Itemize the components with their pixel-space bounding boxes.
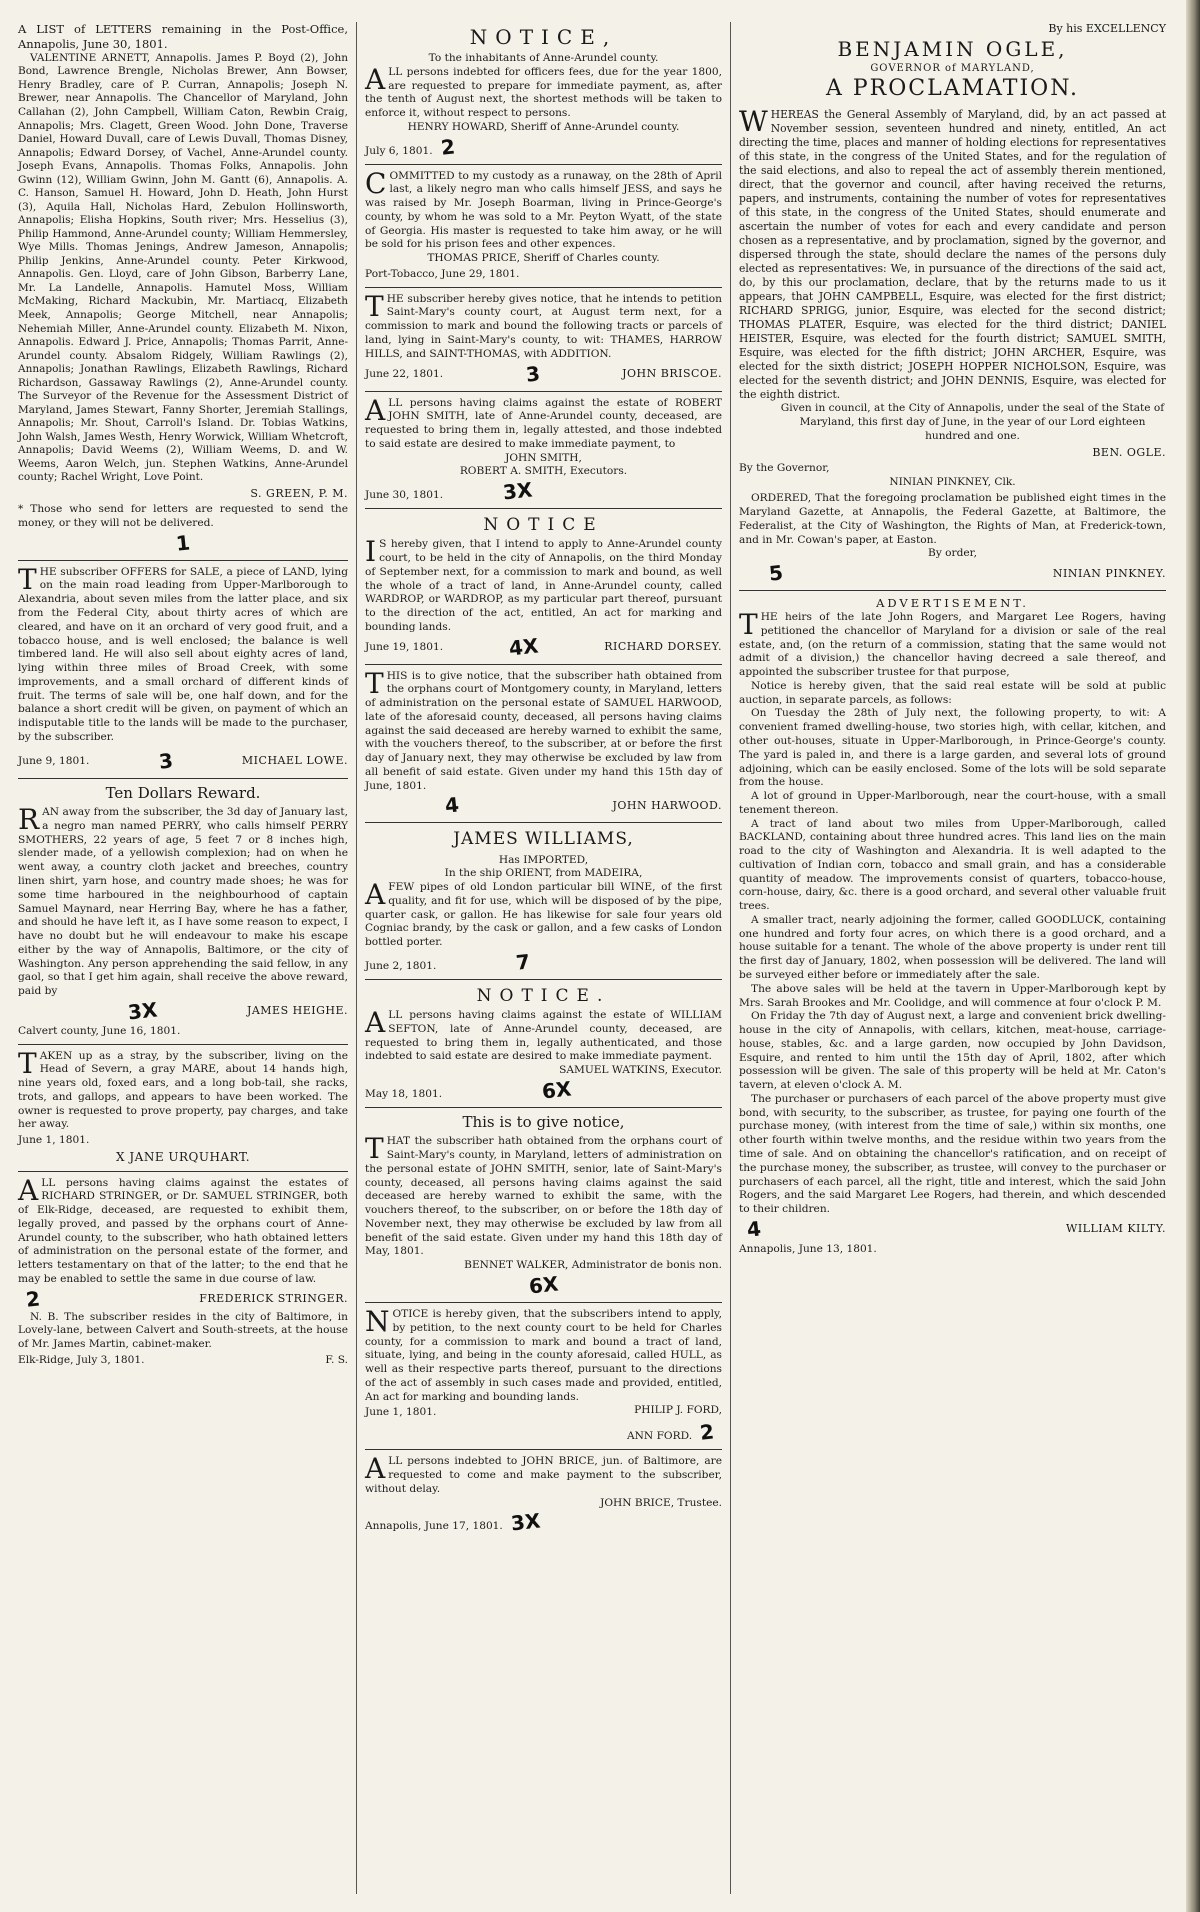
divider: [365, 1107, 722, 1108]
runaway-signature: THOMAS PRICE, Sheriff of Charles county.: [427, 252, 660, 265]
handwritten-mark: 4X: [507, 633, 540, 661]
notice-3-title: NOTICE.: [476, 985, 611, 1006]
handwritten-mark: 4: [443, 792, 461, 819]
ordered-signature: NINIAN PINKNEY.: [1052, 566, 1166, 580]
smith-date: June 30, 1801.: [365, 489, 444, 502]
brice-ad: ALL persons indebted to JOHN BRICE, jun. of Baltimore, are requested to come and make payment to the subscriber, without delay.: [365, 1452, 722, 1495]
proclamation-title: A PROCLAMATION.: [825, 76, 1080, 102]
divider: [18, 560, 348, 561]
notice-signature: HENRY HOWARD, Sheriff of Anne-Arundel county.: [407, 120, 680, 133]
handwritten-mark: 3: [157, 747, 174, 774]
ordered-by: By order,: [928, 547, 977, 560]
stray-date: June 1, 1801.: [18, 1134, 90, 1147]
land-sale-date: June 9, 1801.: [18, 754, 90, 767]
proclamation-by: By the Governor,: [739, 461, 830, 474]
advert-para-7: The above sales will be held at the tavern in Upper-Marlborough kept by Mrs. Sarah Brookes and Mr. Coolidge, and will commence at four o'clock P. M.: [739, 982, 1166, 1009]
divider: [365, 287, 722, 288]
divider: [365, 1302, 722, 1303]
proclamation-signature: BEN. OGLE.: [1092, 445, 1166, 459]
smith-estate-ad: ALL persons having claims against the estate of ROBERT JOHN SMITH, late of Anne-Arundel county, deceased, are requested to bring them in, legally attested, and those indebted to said estate are desired to make immediate payment, to: [365, 393, 722, 450]
stringer-date: Elk-Ridge, July 3, 1801.: [18, 1354, 145, 1367]
dorsey-ad: IS hereby given, that I intend to apply to Anne-Arundel county court, to be held in the city of Annapolis, on the third Monday of September next, for a commission to mark and bound, as well the whole of a tract of land, in Anne-Arundel county, called WARDROP, or WARDROP, as my particular part thereof, pursuant to the direction of the act, entitled, An act for marking and bounding lands.: [365, 535, 722, 633]
proclamation-given: Given in council, at the City of Annapolis, under the seal of the State of Maryland, this first day of June, in the year of our Lord eighteen hundred and one.: [780, 402, 1165, 442]
advert-para-3: On Tuesday the 28th of July next, the following property, to wit: A convenient framed dwelling-house, two stories high, with cellar, kitchen, and other out-houses, situate in Upper-Marlborough, in Prince-George's county. The yard is paled in, and there is a large garden, and several lots of ground adjoining, which can be easily enclosed. Some of the lots will be sold separate from the house.: [739, 707, 1166, 789]
land-sale-signature: MICHAEL LOWE.: [241, 754, 348, 768]
governor-name: BENJAMIN OGLE,: [837, 37, 1068, 62]
reward-signature: JAMES HEIGHE.: [246, 1004, 348, 1018]
divider: [365, 664, 722, 665]
handwritten-mark: 4: [745, 1216, 763, 1242]
notice-fees: ALL persons indebted for officers fees, due for the year 1800, are requested to prepare for immediate payment, as, after the tenth of August next, the shortest methods will be taken to enforce it, without respect to persons.: [365, 62, 722, 120]
handwritten-mark: 2: [24, 1286, 42, 1312]
divider: [365, 164, 722, 165]
sefton-ad: ALL persons having claims against the estate of WILLIAM SEFTON, late of Anne-Arundel county, deceased, are requested to bring them in, legally authenticated, and those indebted to said estate are desired to make immediate payment.: [365, 1006, 722, 1063]
smith-signature-1: JOHN SMITH,: [505, 451, 582, 464]
proclamation-body: WHEREAS the General Assembly of Maryland, did, by an act passed at November session, seventeen hundred and ninety, entitled, An act directing the time, places and manner of holding elections for representatives of this state, in the congress of the United States, and for the regulation of the said elections, and also to repeal the act of assembly therein mentioned, direct, that the governor and council, after having received the returns, papers, and instruments, containing the number of votes for representatives of this state, in the congress of the United States, should enumerate and ascertain the number of votes for each and every candidate and person chosen as a representative, and by proclamation, signed by the governor, and dispersed through the state, should declare the names of the persons duly elected as representatives: We, in pursuance of the directions of the said act, do, by this our proclamation, declare, that by the returns made to us it appears, that JOHN CAMPBELL, Esquire, was elected for the first district; RICHARD SPRIGG, junior, Esquire, was elected for the second district; THOMAS PLATER, Esquire, was elected for the third district; DANIEL HEISTER, Esquire, was elected for the fourth district; SAMUEL SMITH, Esquire, was elected for the fifth district; JOHN ARCHER, Esquire, was elected for the sixth district; JOSEPH HOPPER NICHOLSON, Esquire, was elected for the seventh district; and JOHN DENNIS, Esquire, was elected for the eighth district.: [739, 104, 1166, 402]
harwood-signature: JOHN HARWOOD.: [612, 798, 722, 812]
divider: [365, 979, 722, 980]
divider: [18, 1044, 348, 1045]
divider: [365, 1449, 722, 1450]
runaway-date: Port-Tobacco, June 29, 1801.: [365, 267, 520, 280]
letters-list: VALENTINE ARNETT, Annapolis. James P. Boyd (2), John Bond, Lawrence Brengle, Nicholas Brewer, Ann Bowser, Henry Bradley, care of P. Curran, Annapolis; Joseph N. Brewer, near Annapolis. The Chancellor of Maryland, John Callahan (2), John Campbell, William Caton, Rewbin Craig, Annapolis; Mrs. Clagett, Green Wood. John Done, Traverse Daniel, Howard Duvall, care of Lewis Duvall, Thomas Disney, Annapolis; Edward Dorsey, of Vachel, Anne-Arundel county. Joseph Evans, Annapolis. Thomas Folks, Annapolis. John Gwinn (12), William Gwinn, John M. Gantt (6), Annapolis. A. C. Hanson, Samuel H. Howard, John D. Heath, John Hurst (3), Aquila Hall, Nicholas Hard, Zebulon Hollinsworth, Annapolis; Elisha Hopkins, South river; Mrs. Hesselius (3), Philip Hammond, Anne-Arundel county; William Hemmersley, Wye Mills. Thomas Jenings, Andrew Jameson, Annapolis; Philip Jenkins, Anne-Arundel county. Peter Kirkwood, Annapolis. Gen. Lloyd, care of John Gibson, Barberry Lane, Mr. La Landelle, Annapolis. Hamutel Moss, William McMaking, Richard Mackubin, Mr. Martiacq, Elizabeth Meek, Annapolis; George Mitchell, near Annapolis; Nehemiah Miller, Anne-Arundel county. Elizabeth M. Nixon, Annapolis. Edward J. Price, Annapolis; Thomas Parrit, Anne-Arundel county. Absalom Ridgely, William Rawlings (2), Annapolis; Jonathan Rawlings, Elizabeth Rawlings, Richard Richardson, Gassaway Rawlings (2), Anne-Arundel county. The Surveyor of the Revenue for the Assessment District of Maryland, James Stewart, Fanny Shorter, Jeremiah Stallings, Annapolis; Mr. Shout, Carroll's Island. Dr. Tobias Watkins, John Walsh, James Westh, Henry Worwick, William Whetcroft, Annapolis; David Weems (2), William Weems, D. and W. Weems, Aaron Welch, jun. Stephen Watkins, Anne-Arundel county; Rachel Wright, Love Point.: [18, 51, 348, 484]
notice-subtitle: To the inhabitants of Anne-Arundel county.: [428, 52, 659, 64]
land-sale-ad: THE subscriber OFFERS for SALE, a piece of LAND, lying on the main road leading from Upper-Marlborough to Alexandria, about seven miles from the latter place, and six from the Federal City, about thirty acres of which are cleared, and have on it an orchard of very good fruit, and a tobacco house, and is well enclosed; the balance is well timbered land. He will also sell about eighty acres of land, lying within three miles of Broad Creek, with some improvements, and a small orchard of different kinds of fruit. The terms of sale will be, one half down, and for the balance a short credit will be given, on payment of which an indisputable title to the lands will be made to the purchaser, by the subscriber.: [18, 562, 348, 743]
stringer-nb: N. B. The subscriber resides in the city of Baltimore, in Lovely-lane, between Calvert and South-streets, at the house of Mr. James Martin, cabinet-maker.: [18, 1310, 348, 1351]
stringer-ad: ALL persons having claims against the estates of RICHARD STRINGER, or Dr. SAMUEL STRINGER, both of Elk-Ridge, deceased, are requested to exhibit them, legally proved, and passed by the orphans court of Anne-Arundel county, to the subscriber, who hath obtained letters of administration on the personal estate of the former, and letters testamentary on that of the latter; to the end that he may be enabled to settle the same in due course of law.: [18, 1173, 348, 1285]
stringer-signature: FREDERICK STRINGER.: [199, 1292, 348, 1306]
advertisement-title: ADVERTISEMENT.: [876, 596, 1029, 611]
williams-title: JAMES WILLIAMS,: [453, 829, 634, 850]
letters-note: * Those who send for letters are requested to send the money, or they will not be delivered.: [18, 503, 348, 529]
stray-signature: X JANE URQUHART.: [115, 1150, 251, 1164]
handwritten-mark: 1: [174, 530, 192, 556]
reward-ad: RAN away from the subscriber, the 3d day of January last, a negro man named PERRY, who calls himself PERRY SMOTHERS, 22 years of age, 5 feet 7 or 8 inches high, slender made, of a yellowish complexion; had on when he went away, a country cloth jacket and breeches, country linen shirt, yarn hose, and country made shoes; he was for some time harboured in the neighbourhood of captain Samuel Maynard, near Herring Bay, where he has a father, and should he have left it, as I have some reason to expect, I have no doubt but he will endeavour to make his escape either by the way of Annapolis, Baltimore, or the city of Washington. Any person apprehending the said fellow, in any gaol, so that I get him again, shall receive the above reward, paid by: [18, 803, 348, 998]
divider: [365, 391, 722, 392]
advert-para-2: Notice is hereby given, that the said real estate will be sold at public auction, in separate parcels, as follows:: [739, 679, 1166, 706]
stringer-initials: F. S.: [325, 1354, 348, 1367]
runaway-ad: COMMITTED to my custody as a runaway, on the 28th of April last, a likely negro man who calls himself JESS, and says he was raised by Mr. Joseph Boarman, living in Prince-George's county, by whom he was sold to a Mr. Peyton Wyatt, of the state of Georgia. His master is requested to take him away, or he will be sold for his prison fees and other expences.: [365, 166, 722, 251]
notice-title: NOTICE,: [469, 25, 618, 49]
williams-ship: In the ship ORIENT, from MADEIRA,: [444, 867, 643, 880]
advert-date: Annapolis, June 13, 1801.: [739, 1242, 877, 1255]
handwritten-mark: 3X: [126, 997, 159, 1025]
williams-date: June 2, 1801.: [365, 959, 437, 972]
handwritten-mark: 3: [524, 360, 541, 387]
column-left: [10, 22, 356, 1894]
handwritten-mark: 7: [515, 949, 532, 975]
advert-para-8: On Friday the 7th day of August next, a large and convenient brick dwelling-house in the city of Annapolis, with cellars, kitchen, meat-house, carriage-house, stables, &c. and a large garden, now occupied by John Davidson, Esquire, and rented to him until the 15th day of April, 1802, after which possession will be given. The sale of this property will be held at Mr. Caton's tavern, at eleven o'clock A. M.: [739, 1010, 1166, 1092]
handwritten-mark: 2: [698, 1419, 716, 1446]
excellency-line: By his EXCELLENCY: [1048, 22, 1166, 35]
notice-2-title: NOTICE: [483, 515, 604, 536]
stray-ad: TAKEN up as a stray, by the subscriber, living on the Head of Severn, a gray MARE, about 14 hands high, nine years old, foxed ears, and a long bob-tail, she racks, trots, and gallops, and appears to have been worked. The owner is requested to prove property, pay charges, and take her away.: [18, 1046, 348, 1131]
briscoe-ad: THE subscriber hereby gives notice, that he intends to petition Saint-Mary's county court, at August term next, for a commission to mark and bound the following tracts or parcels of land, lying in Saint-Mary's county, to wit: THAMES, HARROW HILLS, and SAINT-THOMAS, with ADDITION.: [365, 289, 722, 360]
columns: [10, 22, 1174, 1894]
sefton-signature: SAMUEL WATKINS, Executor.: [559, 1064, 722, 1077]
reward-title: Ten Dollars Reward.: [105, 783, 261, 802]
column-middle: [356, 22, 730, 1894]
divider: [365, 822, 722, 823]
sefton-date: May 18, 1801.: [365, 1087, 443, 1100]
column-right: [730, 22, 1174, 1894]
briscoe-signature: JOHN BRISCOE.: [622, 367, 722, 381]
ford-date: June 1, 1801.: [365, 1406, 437, 1419]
walker-title: This is to give notice,: [462, 1112, 625, 1131]
handwritten-mark: 3X: [509, 1508, 542, 1536]
walker-ad: THAT the subscriber hath obtained from the orphans court of Saint-Mary's county, in Maryland, letters of administration on the personal estate of JOHN SMITH, senior, late of Saint-Mary's county, deceased, all persons having claims against the said deceased are hereby warned to exhibit the same, with the vouchers thereof, to the subscriber, on or before the 18th day of November next, they may otherwise be excluded by law from all benefit of the said estate. Given under my hand this 18th day of May, 1801.: [365, 1132, 722, 1258]
divider: [18, 778, 348, 779]
dorsey-signature: RICHARD DORSEY.: [604, 640, 722, 654]
handwritten-mark: 3X: [501, 477, 534, 505]
letters-title: A LIST of LETTERS remaining in the Post-Office, Annapolis, June 30, 1801.: [18, 22, 348, 51]
ordered-body: ORDERED, That the foregoing proclamation be published eight times in the Maryland Gazette, at Annapolis, the Federal Gazette, at Baltimore, the Federalist, at the City of Washington, the Rights of Man, at Frederick-town, and in Mr. Cowan's paper, at Easton.: [739, 492, 1166, 546]
advert-para-5: A tract of land about two miles from Upper-Marlborough, called BACKLAND, containing about three hundred acres. This land lies on the main road to the city of Washington and Alexandria. It is well adapted to the cultivation of Indian corn, tobacco and small grain, and has a considerable quantity of meadow. The improvements consist of quarters, tobacco-house, corn-house, dairy, &c. there is a good orchard, and several other valuable fruit trees.: [739, 817, 1166, 913]
reward-date: Calvert county, June 16, 1801.: [18, 1024, 181, 1037]
handwritten-mark: 2: [439, 133, 456, 160]
notice-date: July 6, 1801.: [365, 144, 433, 157]
ford-ad: NOTICE is hereby given, that the subscribers intend to apply, by petition, to the next county court to be held for Charles county, for a commission to mark and bound a tract of land, situate, lying, and being in the county aforesaid, called HULL, as well as their respective parts thereof, pursuant to the directions of the act of assembly in such cases made and provided, entitled, An act for marking and bounding lands.: [365, 1305, 722, 1403]
handwritten-mark: 6X: [527, 1271, 560, 1299]
divider: [18, 1171, 348, 1172]
handwritten-mark: 5: [767, 560, 785, 586]
page-edge-shadow: [1186, 0, 1200, 1912]
proclamation-clerk: NINIAN PINKNEY, Clk.: [889, 475, 1016, 488]
advert-para-1: THE heirs of the late John Rogers, and Margaret Lee Rogers, having petitioned the chancellor of Maryland for a division or sale of the real estate, and, (on the return of a commission, stating that the same would not admit of a division,) the chancellor having decreed a sale thereof, and appointed the subscriber trustee for that purpose,: [739, 608, 1166, 679]
williams-ad: AFEW pipes of old London particular bill WINE, of the first quality, and fit for use, which will be disposed of by the pipe, quarter cask, or gallon. He has likewise for sale four years old Cogniac brandy, by the cask or gallon, and a few casks of London bottled porter.: [365, 878, 722, 949]
advert-para-6: A smaller tract, nearly adjoining the former, called GOODLUCK, containing one hundred and forty four acres, on which there is a good orchard, and a house suitable for a tenant. The whole of the above property is under rent till the first day of January, 1802, when possession will be delivered. The land will be surveyed either before or immediately after the sale.: [739, 913, 1166, 982]
harwood-ad: THIS is to give notice, that the subscriber hath obtained from the orphans court of Montgomery county, in Maryland, letters of administration on the personal estate of SAMUEL HARWOOD, late of the aforesaid county, deceased, all persons having claims against the said deceased are hereby warned to exhibit the same, with the vouchers thereof, to the subscriber, at or before the first day of January next, they may otherwise be excluded by law from all benefit of said estate. Given under my hand this 15th day of June, 1801.: [365, 666, 722, 792]
walker-signature: BENNET WALKER, Administrator de bonis non.: [464, 1259, 722, 1272]
smith-signature-2: ROBERT A. SMITH, Executors.: [459, 465, 628, 478]
letters-signature: S. GREEN, P. M.: [250, 486, 348, 500]
handwritten-mark: 6X: [540, 1076, 573, 1104]
divider: [365, 508, 722, 509]
dorsey-date: June 19, 1801.: [365, 640, 444, 653]
brice-signature: JOHN BRICE, Trustee.: [600, 1496, 722, 1509]
advert-para-9: The purchaser or purchasers of each parcel of the above property must give bond, with security, to the subscriber, as trustee, for paying one fourth of the purchase money, (with interest from the time of sale,) within six months, one other fourth within twelve months, and the residue within two years from the time of sale. And on obtaining the chancellor's ratification, and on receipt of the purchase money, the subscriber, as trustee, will convey to the purchaser or purchasers of each parcel, all the right, title and interest, which the said John Rogers, and the said Margaret Lee Rogers, had therein, and which descended to their children.: [739, 1092, 1166, 1216]
divider: [739, 590, 1166, 591]
ford-signature-1: PHILIP J. FORD,: [634, 1404, 722, 1417]
brice-date: Annapolis, June 17, 1801.: [365, 1520, 503, 1533]
governor-title: GOVERNOR of MARYLAND,: [870, 63, 1035, 75]
advert-signature: WILLIAM KILTY.: [1066, 1222, 1166, 1236]
advert-para-4: A lot of ground in Upper-Marlborough, near the court-house, with a small tenement thereon.: [739, 790, 1166, 816]
briscoe-date: June 22, 1801.: [365, 367, 444, 380]
williams-subtitle: Has IMPORTED,: [498, 853, 589, 866]
ford-signature-2: ANN FORD.: [627, 1430, 693, 1443]
